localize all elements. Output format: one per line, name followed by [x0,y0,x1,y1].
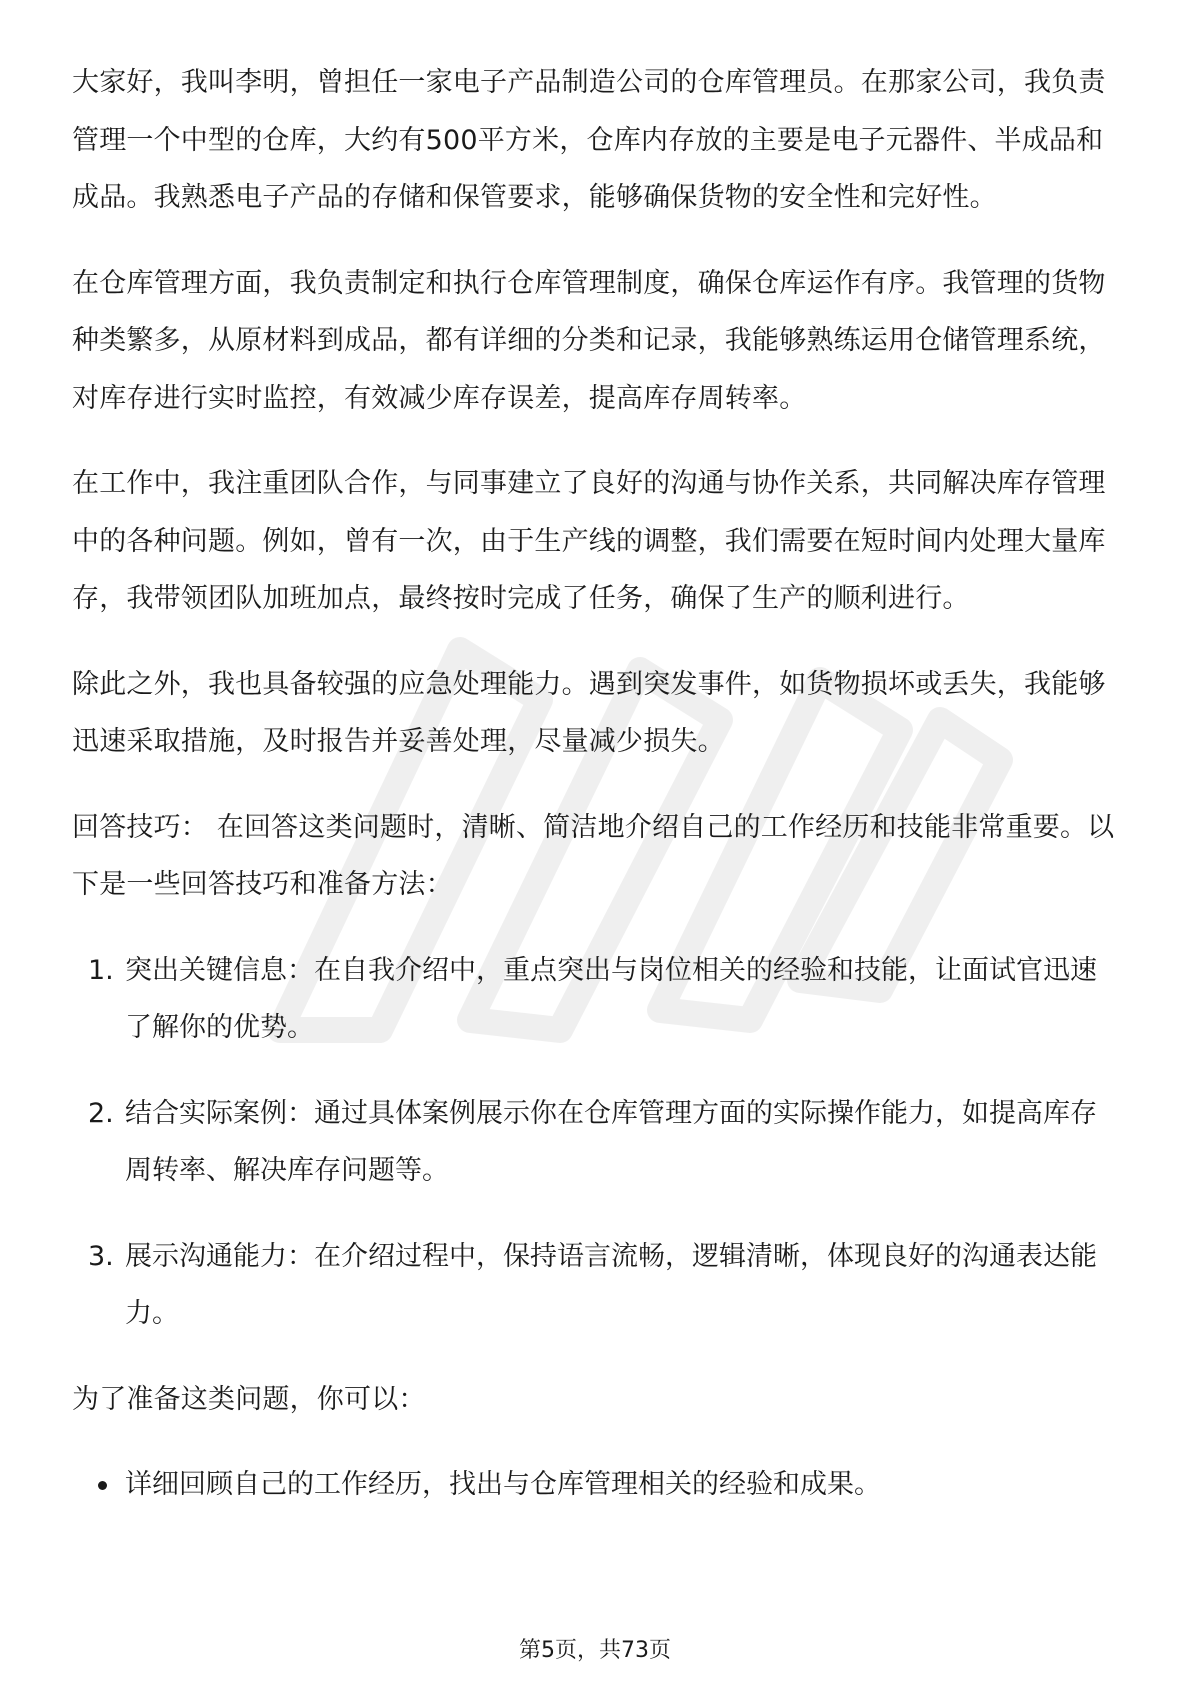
document-body [72,54,1122,1514]
prep-list [72,1456,1122,1514]
list-item-number: 2. [88,1097,114,1129]
tips-list [72,942,1122,1343]
answer-tips-paragraph: 回答技巧： 在回答这类问题时，清晰、简洁地介绍自己的工作经历和技能非常重要。以下是一些回答技巧和准备方法： [72,811,1115,900]
list-item-text: 展示沟通能力：在介绍过程中，保持语言流畅，逻辑清晰，体现良好的沟通表达能力。 [125,1240,1097,1329]
page-number-footer: 第5页，共73页 [519,1638,671,1663]
management-paragraph: 在仓库管理方面，我负责制定和执行仓库管理制度，确保仓库运作有序。我管理的货物种类繁多，从原材料到成品，都有详细的分类和记录，我能够熟练运用仓储管理系统，对库存进行实时监控，有效减少库存误差，提高库存周转率。 [72,267,1106,414]
list-item [72,1456,1122,1514]
list-item-number: 3. [88,1240,114,1272]
prep-intro: 为了准备这类问题，你可以： [72,1383,426,1415]
list-item [72,1085,1122,1200]
list-item-number: 1. [88,954,114,986]
list-item-text: 突出关键信息：在自我介绍中，重点突出与岗位相关的经验和技能，让面试官迅速了解你的优势。 [125,954,1097,1043]
list-item-text: 详细回顾自己的工作经历，找出与仓库管理相关的经验和成果。 [125,1469,881,1500]
list-item [72,1228,1122,1343]
emergency-paragraph: 除此之外，我也具备较强的应急处理能力。遇到突发事件，如货物损坏或丢失，我能够迅速采取措施，及时报告并妥善处理，尽量减少损失。 [72,668,1106,757]
intro-paragraph: 大家好，我叫李明，曾担任一家电子产品制造公司的仓库管理员。在那家公司，我负责管理一个中型的仓库，大约有500平方米，仓库内存放的主要是电子元器件、半成品和成品。我熟悉电子产品的存储和保管要求，能够确保货物的安全性和完好性。 [72,67,1106,213]
list-item-text: 结合实际案例：通过具体案例展示你在仓库管理方面的实际操作能力，如提高库存周转率、解决库存问题等。 [125,1097,1097,1186]
bullet-icon [98,1481,107,1490]
teamwork-paragraph: 在工作中，我注重团队合作，与同事建立了良好的沟通与协作关系，共同解决库存管理中的各种问题。例如，曾有一次，由于生产线的调整，我们需要在短时间内处理大量库存，我带领团队加班加点，最终按时完成了任务，确保了生产的顺利进行。 [72,468,1106,614]
list-item [72,942,1122,1057]
